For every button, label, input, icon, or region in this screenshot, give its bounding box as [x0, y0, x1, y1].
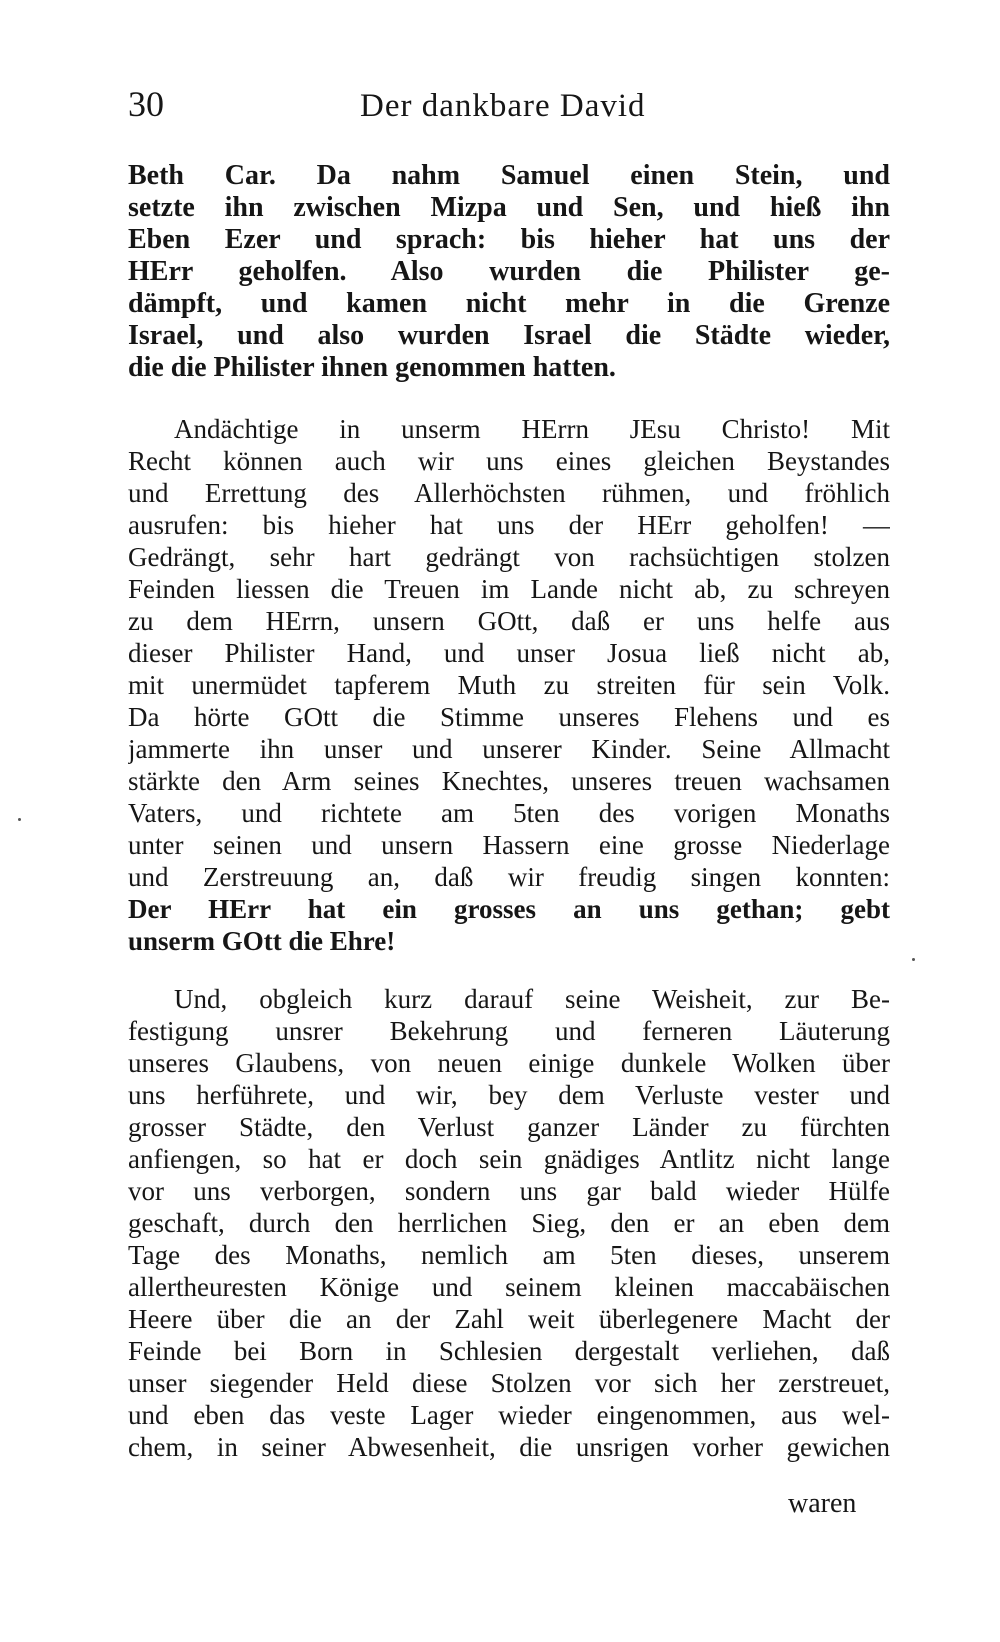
text-line: Tage des Monaths, nemlich am 5ten dieses, unserem — [128, 1240, 890, 1270]
text-line: unser siegender Held diese Stolzen vor sich her zerstreuet, — [128, 1368, 890, 1398]
text-line: setzte ihn zwischen Mizpa und Sen, und hieß ihn — [128, 192, 890, 223]
text-line: Beth Car. Da nahm Samuel einen Stein, und — [128, 160, 890, 191]
text-line: HErr geholfen. Also wurden die Philister ge- — [128, 256, 890, 287]
text-line: festigung unsrer Bekehrung und ferneren Läuterung — [128, 1016, 890, 1046]
text-line: mit unermüdet tapferem Muth zu streiten für sein Volk. — [128, 670, 890, 700]
text-line: Recht können auch wir uns eines gleichen Beystandes — [128, 446, 890, 476]
text-line: und Zerstreuung an, daß wir freudig singen konnten: — [128, 862, 890, 892]
sermon-paragraph — [128, 413, 890, 957]
text-line: Andächtige in unserm HErrn JEsu Christo! Mit — [174, 414, 890, 444]
text-line: Da hörte GOtt die Stimme unseres Flehens und es — [128, 702, 890, 732]
text-line: allertheuresten Könige und seinem kleinen maccabäischen — [128, 1272, 890, 1302]
scripture-paragraph — [128, 160, 890, 384]
text-line: die die Philister ihnen genommen hatten. — [128, 352, 616, 383]
text-line: geschaft, durch den herrlichen Sieg, den er an eben dem — [128, 1208, 890, 1238]
text-line: Heere über die an der Zahl weit überlegenere Macht der — [128, 1304, 890, 1334]
text-line: unter seinen und unsern Hassern eine grosse Niederlage — [128, 830, 890, 860]
sermon-paragraph — [128, 983, 890, 1463]
text-line: Israel, und also wurden Israel die Städte wieder, — [128, 320, 890, 351]
page-number: 30 — [128, 84, 164, 124]
text-line: vor uns verborgen, sondern uns gar bald wieder Hülfe — [128, 1176, 890, 1206]
text-line: ausrufen: bis hieher hat uns der HErr geholfen! — — [128, 510, 890, 540]
text-line: Der HErr hat ein grosses an uns gethan; gebt — [128, 894, 890, 924]
text-line: und eben das veste Lager wieder eingenommen, aus wel- — [128, 1400, 890, 1430]
text-line: uns herführete, und wir, bey dem Verluste vester und — [128, 1080, 890, 1110]
text-line: und Errettung des Allerhöchsten rühmen, und fröhlich — [128, 478, 890, 508]
text-line: grosser Städte, den Verlust ganzer Länder zu fürchten — [128, 1112, 890, 1142]
text-line: unseres Glaubens, von neuen einige dunkele Wolken über — [128, 1048, 890, 1078]
text-line: stärkte den Arm seines Knechtes, unseres treuen wachsamen — [128, 766, 890, 796]
text-line: Vaters, und richtete am 5ten des vorigen Monaths — [128, 798, 890, 828]
print-speck — [912, 958, 915, 961]
text-line: zu dem HErrn, unsern GOtt, daß er uns helfe aus — [128, 606, 890, 636]
text-line: Eben Ezer und sprach: bis hieher hat uns der — [128, 224, 890, 255]
text-line: dieser Philister Hand, und unser Josua ließ nicht ab, — [128, 638, 890, 668]
text-line: unserm GOtt die Ehre! — [128, 926, 396, 956]
catchword: waren — [788, 1488, 857, 1519]
text-line: dämpft, und kamen nicht mehr in die Grenze — [128, 288, 890, 319]
text-line: Und, obgleich kurz darauf seine Weisheit, zur Be- — [174, 984, 890, 1014]
print-speck — [18, 818, 21, 821]
text-line: Gedrängt, sehr hart gedrängt von rachsüchtigen stolzen — [128, 542, 890, 572]
text-line: chem, in seiner Abwesenheit, die unsrigen vorher gewichen — [128, 1432, 890, 1462]
text-line: Feinde bei Born in Schlesien dergestalt verliehen, daß — [128, 1336, 890, 1366]
text-line: Feinden liessen die Treuen im Lande nicht ab, zu schreyen — [128, 574, 890, 604]
text-line: anfiengen, so hat er doch sein gnädiges Antlitz nicht lange — [128, 1144, 890, 1174]
running-title: Der dankbare David — [360, 88, 646, 124]
text-line: jammerte ihn unser und unserer Kinder. Seine Allmacht — [128, 734, 890, 764]
